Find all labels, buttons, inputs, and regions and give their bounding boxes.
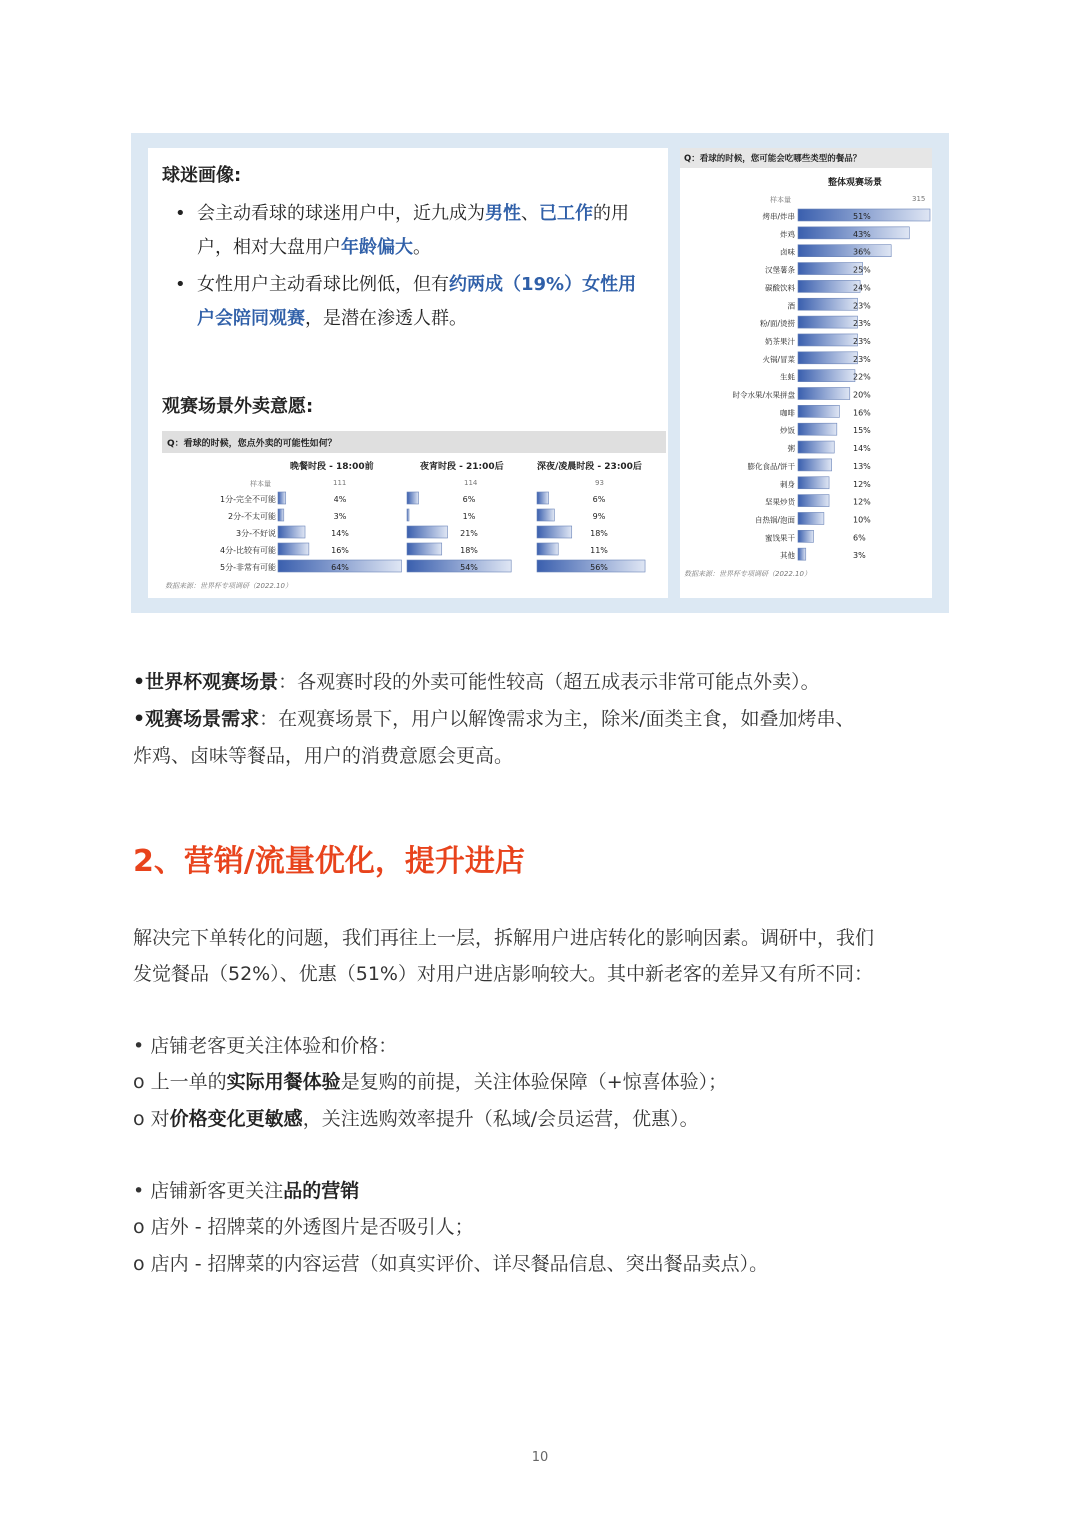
value-label: 3%: [333, 512, 347, 521]
value-label: 11%: [590, 546, 608, 555]
text: o 对: [133, 1108, 170, 1130]
sample-label: 样本量: [770, 196, 791, 204]
food-question: Q：看球的时候，您可能会吃哪些类型的餐品？: [684, 154, 862, 164]
source-note: 数据来源：世界杯专项调研（2022.10）: [684, 570, 811, 578]
bar-mark: [407, 509, 409, 521]
bar-mark: [537, 509, 554, 521]
category-label: 酒: [787, 301, 795, 311]
bar-mark: [798, 316, 858, 328]
value-label: 12%: [853, 497, 871, 507]
category-label: 卤味: [780, 247, 795, 257]
sample-value: 114: [464, 479, 478, 487]
value-label: 10%: [853, 515, 871, 525]
row-label: 1分-完全不可能: [220, 495, 276, 504]
food-types-chart: [680, 205, 932, 565]
bar-mark: [798, 405, 839, 417]
bold: 价格变化更敏感: [169, 1108, 303, 1130]
value-label: 6%: [462, 495, 476, 504]
highlight: 已工作: [539, 203, 593, 224]
bar-mark: [407, 543, 442, 555]
scene-title: 观赛场景外卖意愿:: [162, 396, 314, 417]
text: 。: [413, 237, 431, 258]
food-subtitle: 整体观赛场景: [828, 178, 883, 188]
bar-mark: [798, 298, 858, 310]
bold-lead: •世界杯观赛场景: [133, 671, 279, 693]
bar-mark: [537, 543, 558, 555]
text: 是复购的前提，关注体验保障（+惊喜体验）；: [340, 1071, 728, 1093]
highlight: 约两成（19%）女性用: [449, 274, 637, 295]
category-label: 咖啡: [780, 408, 795, 418]
value-label: 16%: [331, 546, 349, 555]
intro-line-2: 发觉餐品（52%）、优惠（51%）对用户进店影响较大。其中新老客的差异又有所不同：: [133, 963, 873, 985]
category-label: 炸鸡: [780, 229, 795, 239]
value-label: 16%: [853, 408, 871, 418]
bar-mark: [278, 509, 284, 521]
text: ：各观赛时段的外卖可能性较高（超五成表示非常可能点外卖）。: [278, 671, 820, 693]
value-label: 15%: [853, 426, 871, 436]
bar-mark: [798, 459, 832, 471]
highlight: 男性: [485, 203, 521, 224]
bar-mark: [798, 512, 824, 524]
value-label: 24%: [853, 283, 871, 293]
highlight: 户会陪同观赛: [197, 308, 305, 329]
old-customers-item-1: [133, 1067, 727, 1094]
bar-mark: [798, 370, 855, 382]
bold: 实际用餐体验: [226, 1071, 341, 1093]
bar-mark: [798, 423, 837, 435]
category-label: 蜜饯果干: [765, 533, 795, 543]
sample-value: 93: [595, 479, 604, 487]
intro-line-1: 解决完下单转化的问题，我们再往上一层，拆解用户进店转化的影响因素。调研中，我们: [133, 927, 875, 949]
row-label: 4分-比较有可能: [220, 546, 276, 555]
bar-mark: [278, 543, 309, 555]
bar-mark: [798, 548, 806, 560]
new-customers-item-2: o 店内 - 招牌菜的内容运营（如真实评价、详尽餐品信息、突出餐品卖点）。: [133, 1253, 769, 1275]
text: 的用: [593, 203, 629, 224]
category-label: 炒饭: [780, 426, 795, 436]
value-label: 3%: [853, 551, 866, 561]
bar-mark: [278, 526, 305, 538]
value-label: 14%: [853, 444, 871, 454]
scene-summary-line: [133, 667, 820, 694]
text: ，关注选购效率提升（私域/会员运营，优惠）。: [302, 1108, 699, 1130]
row-label: 5分-非常有可能: [220, 563, 276, 572]
category-label: 坚果炒货: [765, 497, 795, 507]
text: 、: [521, 203, 539, 224]
scene-need-line-2: 炸鸡、卤味等餐品，用户的消费意愿会更高。: [133, 745, 514, 767]
takeout-likelihood-chart: [148, 488, 668, 578]
text: 会主动看球的球迷用户中，近九成为: [197, 203, 485, 224]
bar-mark: [798, 441, 834, 453]
value-label: 23%: [853, 319, 871, 329]
category-label: 自热锅/泡面: [754, 515, 795, 525]
value-label: 13%: [853, 461, 871, 471]
bar-mark: [798, 530, 814, 542]
bullet-dot: •: [175, 274, 186, 295]
text: o 上一单的: [133, 1071, 227, 1093]
sample-value: 315: [912, 195, 926, 203]
value-label: 25%: [853, 265, 871, 275]
value-label: 21%: [460, 529, 478, 538]
bar-mark: [537, 492, 549, 504]
fan-profile-bullet-1: [197, 197, 667, 265]
scene-need-line: [133, 704, 855, 731]
category-label: 粉/面/烫捞: [759, 319, 795, 329]
old-customers-heading: • 店铺老客更关注体验和价格：: [133, 1035, 398, 1057]
value-label: 51%: [853, 212, 871, 221]
column-header-dinner: 晚餐时段 - 18:00前: [290, 462, 374, 472]
bar-mark: [278, 492, 286, 504]
bar-mark: [537, 526, 572, 538]
bar-mark: [407, 560, 511, 572]
column-header-late: 深夜/凌晨时段 - 23:00后: [537, 462, 642, 472]
text: 户，相对大盘用户: [197, 237, 341, 258]
category-label: 刺身: [780, 479, 795, 489]
value-label: 23%: [853, 301, 871, 311]
value-label: 12%: [853, 479, 871, 489]
bold-lead: •观赛场景需求: [133, 708, 260, 730]
bar-mark: [798, 245, 891, 257]
text: ：在观赛场景下，用户以解馋需求为主，除米/面类主食，如叠加烤串、: [259, 708, 855, 730]
value-label: 1%: [462, 512, 476, 521]
value-label: 9%: [592, 512, 606, 521]
category-label: 其他: [780, 551, 795, 561]
new-customers-heading: [133, 1176, 359, 1203]
category-label: 生蚝: [780, 372, 795, 382]
fan-profile-title: 球迷画像:: [162, 165, 242, 186]
category-label: 粥: [787, 444, 795, 454]
row-label: 2分-不太可能: [228, 512, 276, 521]
fan-profile-bullet-2: [197, 268, 667, 336]
takeout-question: Q：看球的时候，您点外卖的可能性如何？: [167, 439, 337, 449]
value-label: 64%: [331, 563, 349, 572]
highlight: 年龄偏大: [341, 237, 413, 258]
source-note: 数据来源：世界杯专项调研（2022.10）: [165, 582, 292, 590]
value-label: 6%: [853, 533, 866, 543]
bold: 品的营销: [283, 1180, 360, 1202]
bar-mark: [798, 388, 850, 400]
old-customers-item-2: [133, 1104, 699, 1131]
value-label: 4%: [333, 495, 347, 504]
category-label: 汉堡薯条: [765, 265, 795, 275]
category-label: 时令水果/水果拼盘: [732, 390, 795, 400]
value-label: 23%: [853, 354, 871, 364]
category-label: 碳酸饮料: [765, 283, 795, 293]
bar-mark: [798, 352, 858, 364]
text: 女性用户主动看球比例低，但有: [197, 274, 449, 295]
value-label: 54%: [460, 563, 478, 572]
bar-mark: [798, 334, 858, 346]
column-header-night: 夜宵时段 - 21:00后: [420, 462, 504, 472]
category-label: 膨化食品/饼干: [747, 461, 795, 471]
bar-mark: [798, 477, 829, 489]
bar-mark: [798, 280, 860, 292]
bar-mark: [407, 526, 448, 538]
bar-mark: [407, 492, 419, 504]
value-label: 14%: [331, 529, 349, 538]
value-label: 22%: [853, 372, 871, 382]
value-label: 6%: [592, 495, 606, 504]
value-label: 36%: [853, 247, 871, 257]
value-label: 56%: [590, 563, 608, 572]
value-label: 43%: [853, 229, 871, 239]
text: ，是潜在渗透人群。: [305, 308, 467, 329]
category-label: 烤串/炸串: [762, 212, 795, 221]
value-label: 23%: [853, 336, 871, 346]
category-label: 奶茶果汁: [765, 336, 795, 346]
new-customers-item-1: o 店外 - 招牌菜的外透图片是否吸引人；: [133, 1216, 474, 1238]
bullet-dot: •: [175, 203, 186, 224]
value-label: 18%: [460, 546, 478, 555]
category-label: 火锅/冒菜: [762, 354, 795, 364]
bar-mark: [798, 495, 829, 507]
text: • 店铺新客更关注: [133, 1180, 284, 1202]
sample-value: 111: [333, 479, 347, 487]
row-label: 3分-不好说: [236, 529, 276, 538]
value-label: 20%: [853, 390, 871, 400]
sample-label: 样本量: [250, 480, 271, 488]
section-title: 2、营销/流量优化，提升进店: [133, 844, 525, 879]
value-label: 18%: [590, 529, 608, 538]
page-number: 10: [531, 1450, 549, 1465]
